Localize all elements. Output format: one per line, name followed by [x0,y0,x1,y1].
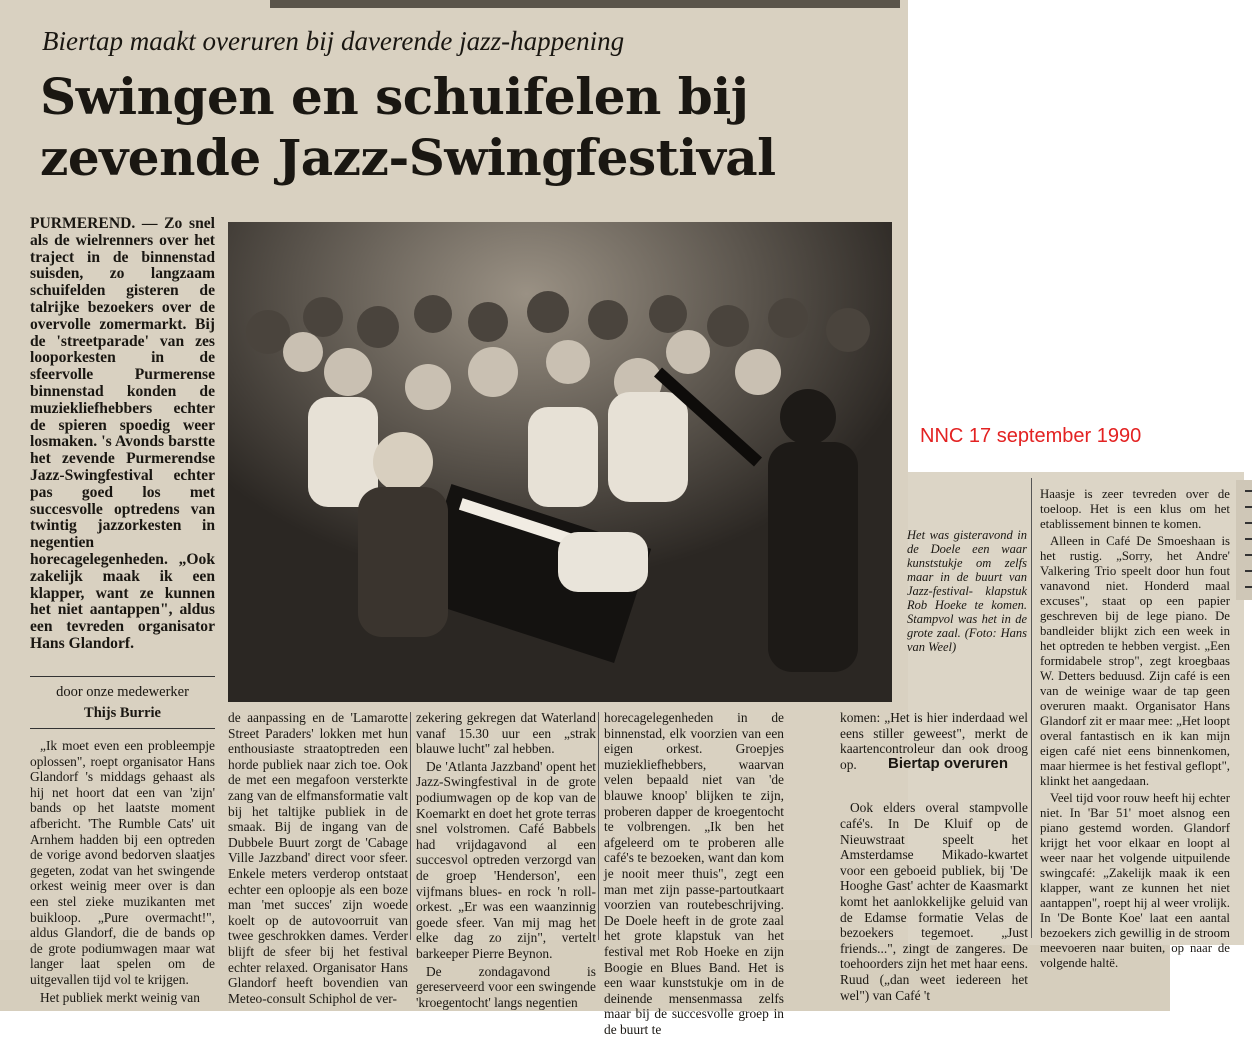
photo-caption: Het was gisteravond in de Doele een waar kunststukje om zelfs maar in de buurt van Jazz-festival- klapstuk Rob Hoeke te komen. Stampvol was het in de grote zaal. (Foto: Hans van Weel) [907,528,1027,654]
column-2 [228,710,408,1008]
column-2-para-1: de aanpassing en de 'Lamarotte Street Paraders' lokken met hun enthousiaste straatoptreden een horde publiek naar zich toe. Ook de met een megafoon versterkte zang van de elfmansformatie valt bij het taltijke publiek in de smaak. Bij de ingang van de Dubbele Buurt zorgt de 'Cabage Ville Jazzband' direct voor sfeer. Enkele meters verderop ontstaat echter een oploopje als een boze man 'met succes' zijn woede koelt op de autovoorruit van twee geschrokken dames. Verder blijft de sfeer bij het festival echter relaxed. Organisator Hans Glandorf heeft bovendien van Meteo-consult Schiphol de ver- [228,710,408,1006]
column-5-para-2: Ook elders overal stampvolle café's. In De Kluif op de Nieuwstraat speelt het Amsterdamse Mikado-kwartet voor een geboeid publiek, bij 'De Hooghe Gast' achter de Kaasmarkt komt het aanlokkelijke geluid van de Edamse formatie Velas de bezoekers tegemoet. „Just friends...", zingt de zangeres. De toehoorders zijn het met haar eens. Ruud („dan weet iedereen het wel") van Café 't [840,800,1028,1003]
column-4-para-1: horecagelegenheden in de binnenstad, elk voorzien van een eigen orkest. Groepjes muziekliefhebbers, waarvan velen bepaald niet van 'de blauwe knoop' blijken te zijn, proberen dapper de kroegentocht te volbrengen. „Ik ben het afgeleerd om te proberen alle café's te bezoeken, want dan kom je nooit meer thuis", zegt een man met zijn passe-partoutkaart voorzien van routebeschrijving. De Doele heeft in de grote zaal het grote klapstuk van het festival met Rob Hoeke en zijn Boogie en Blues Band. Het is een waar kunststukje om in de deinende mensenmassa zelfs maar bij de succesvolle groep in de buurt te [604,710,784,1037]
column-separator [598,712,599,940]
column-6-para-1: Haasje is zeer tevreden over de toeloop. Het is een klus om het etablissement binnen te komen. [1040,487,1230,531]
headline [40,66,776,188]
column-1-para-1: „Ik moet even een probleempje oplossen", roept organisator Hans Glandorf 's middags gehaast als hij net hoort dat een van 'zijn' bands op het laatste moment afbericht. 'The Rumble Cats' uit Arnhem hadden bij een optreden de vorige avond bedorven slaatjes gegeten, zodat van het swingende orkest weinig meer over is dan een stel zieke muzikanten met buikloop. „Pure overmacht!", aldus Glandorf, die de bands op de grote podiumwagen maar wat langer laat spelen om de uitgevallen tijd vol te krijgen. [30,738,215,987]
column-4 [604,710,784,1039]
photo-illustration [228,222,892,702]
headline-line-1: Swingen en schuifelen bij [40,67,749,126]
column-6-para-2: Alleen in Café De Smoeshaan is het rustig. „Sorry, het Andre' Valkering Trio speelt door hun fout vanavond niet. Honderd maal excuses", staat op een papier geschreven bij de lege piano. De bandleider blijkt zich een week in het optreden te hebben vergist. „Een formidabele strop", zegt kroegbaas W. Detters beduusd. Zijn café is een van de weinige waar de tap geen overuren maakt. Organisator Hans Glandorf zit er maar mee: „Het loopt overal fantastisch en ik kan mijn eigen café niet eens binnenkomen, maar hiermee is het festival geflopt", klinkt het aangedaan. [1040,534,1230,788]
column-3-para-2: De 'Atlanta Jazzband' opent het Jazz-Swingfestival in de grote podiumwagen op de kop van de Koemarkt en doet het grote terras snel volstromen. Café Babbels had vrijdagavond al een succesvol optreden verzorgd van de groep 'Henderson', een vijfmans blues- en rock 'n roll-orkest. „Er was een waanzinnig goede sfeer. Van mij mag het elke dag zo zijn", vertelt barkeeper Pierre Beynon. [416,758,596,961]
column-separator [1031,478,1032,938]
byline-name: Thijs Burrie [84,705,161,721]
column-5-para-1: komen: „Het is hier inderdaad wel eens stiller geweest", merkt de kaartencontroleur dan ook droog op. [840,710,1028,772]
headline-line-2: zevende Jazz-Swingfestival [40,128,776,187]
column-separator [410,712,411,940]
subhead: Biertap overuren [888,755,1009,772]
torn-top-edge [270,0,900,8]
column-1 [30,738,215,1007]
cut-text-fragment [1245,490,1252,600]
column-3-para-1: zekering gekregen dat Waterland vanaf 15.30 uur een „strak blauwe lucht" zal hebben. [416,710,596,757]
column-6-para-3: Veel tijd voor rouw heeft hij echter niet. In 'Bar 51' moet alsnog een piano gestemd worden. Glandorf krijgt het voor elkaar en loopt al weer naar het volgende uitpuilende swingcafé: „Zakelijk maak ik een klapper, want ze kunnen het niet aantappen", roept hij al weer vrolijk. In 'De Bonte Koe' laat een aantal bezoekers zich gewillig in de stroom meevoeren naar buiten, op naar de volgende haltë. [1040,791,1230,970]
column-6 [1040,487,1230,973]
byline [30,682,215,724]
byline-rule-top [30,676,215,677]
lead-paragraph [30,216,215,655]
column-1-para-2: Het publiek merkt weinig van [40,989,200,1005]
column-3 [416,710,596,1012]
byline-prefix: door onze medewerker [56,684,189,700]
byline-rule-bottom [30,728,215,729]
column-3-para-3: De zondagavond is gereserveerd voor een swingende 'kroegentocht' langs negentien [416,963,596,1010]
source-stamp: NNC 17 september 1990 [920,425,1142,447]
subhead-spacer [840,774,1028,800]
kicker: Biertap maakt overuren bij daverende jazz-happening [42,26,625,56]
concert-photo [228,222,892,702]
lead-text: PURMEREND. — Zo snel als de wielrenners over het traject in de binnenstad suisden, zo langzaam schuifelden gisteren de talrijke bezoekers over de overvolle zomermarkt. Bij de 'streetparade' van zes looporkesten in de sfeervolle Purmerense binnenstad konden de muziekliefhebbers echter de spieren spoedig weer losmaken. 's Avonds barstte het zevende Purmerendse Jazz-Swingfestival echter pas goed los met succesvolle optredens van twintig jazzorkesten in negentien horecagelegenheden. „Ook zakelijk maak ik een klapper, want ze kunnen het niet aantappen", aldus een tevreden organisator Hans Glandorf. [30,215,215,652]
